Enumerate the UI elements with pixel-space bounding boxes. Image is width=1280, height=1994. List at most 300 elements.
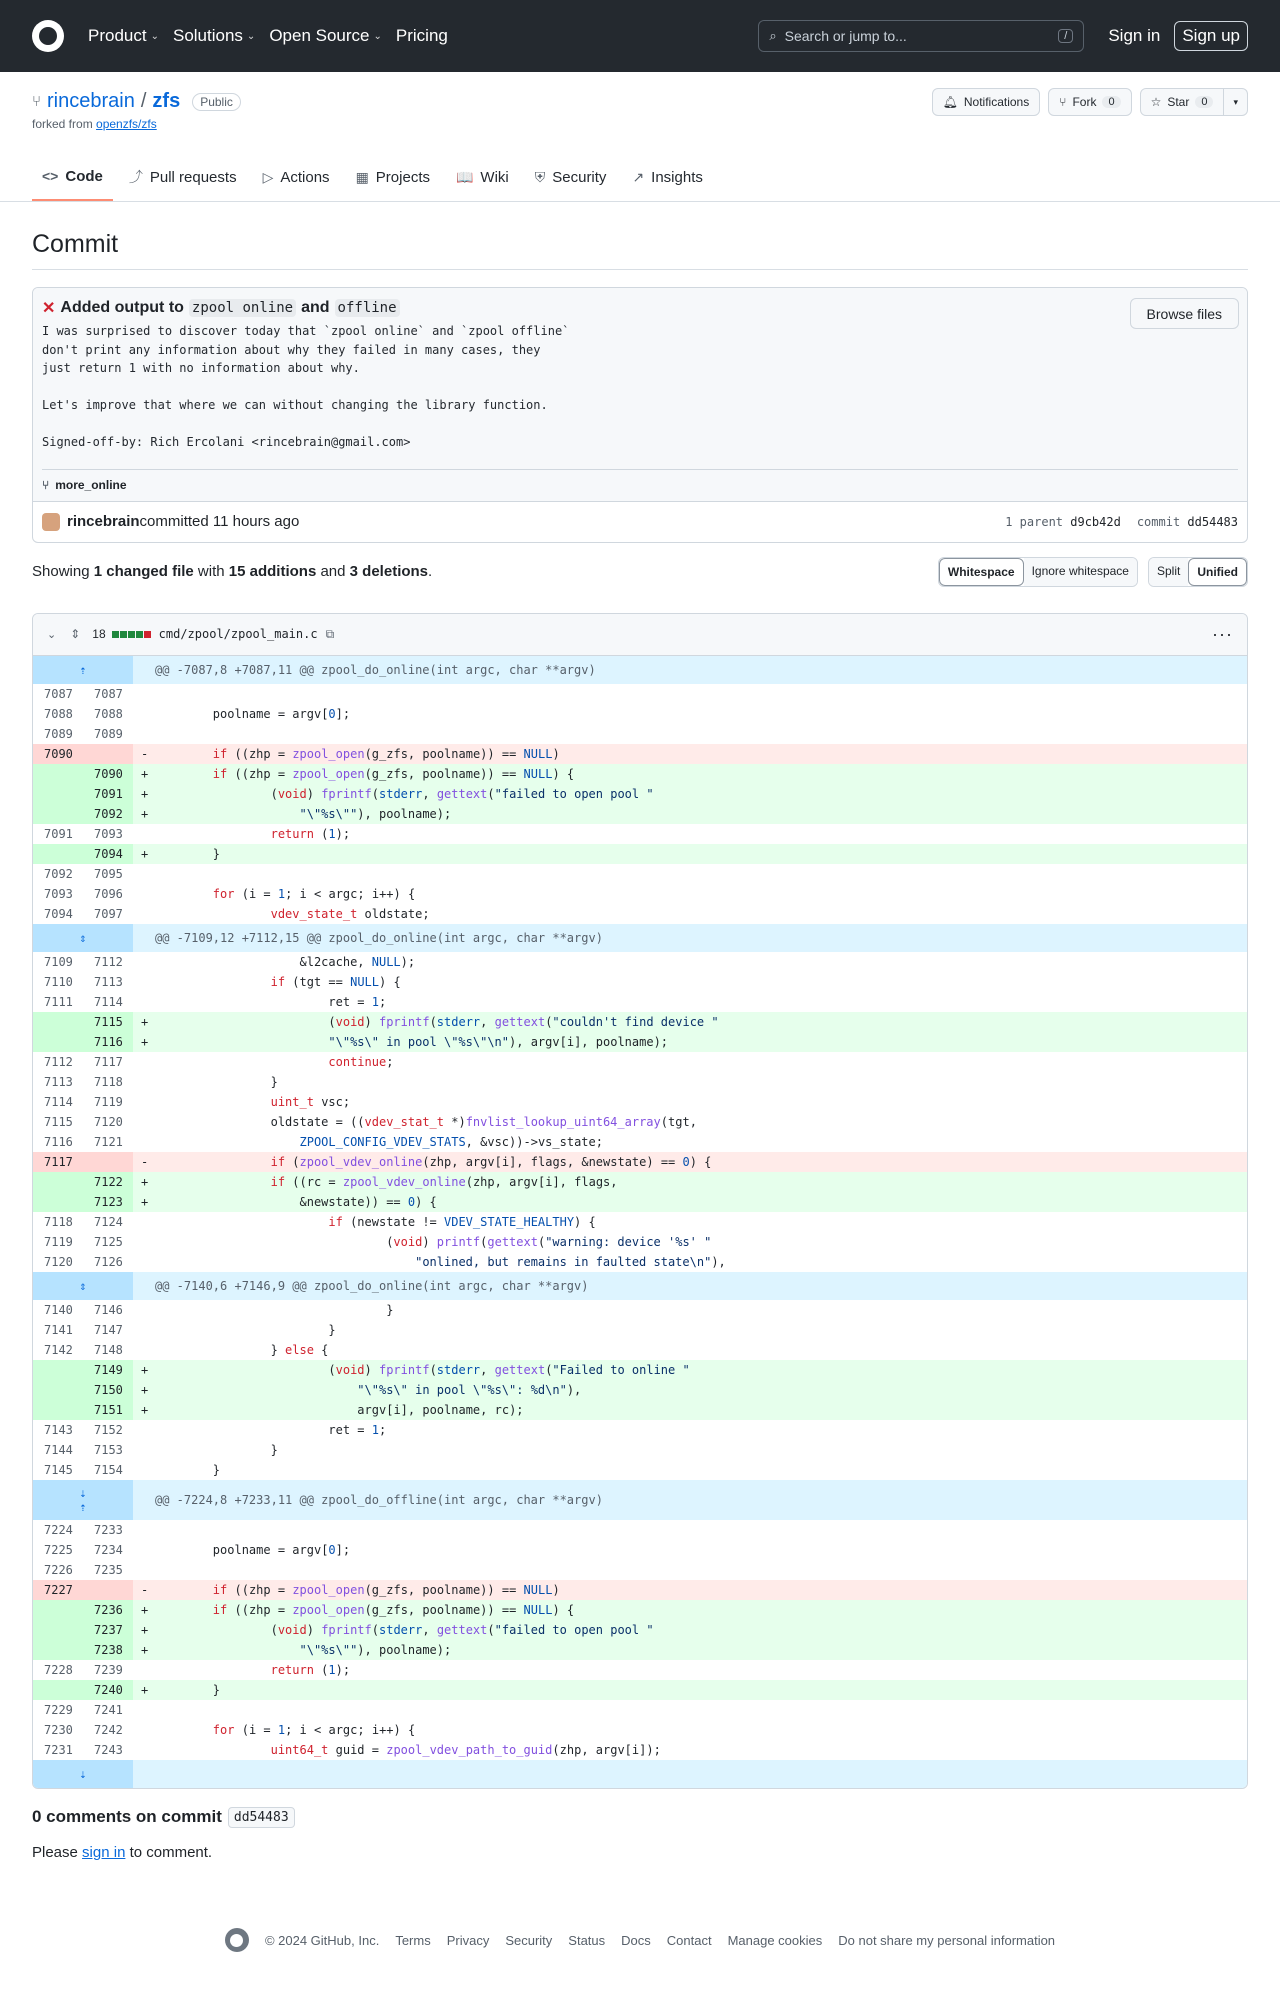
diff-marker: + — [133, 1172, 155, 1192]
parent-sha-link[interactable]: d9cb42d — [1070, 514, 1121, 529]
tab-actions[interactable] — [253, 167, 340, 201]
new-line-number[interactable]: 7124 — [94, 1214, 123, 1229]
hunk-header — [33, 924, 1247, 952]
diff-code: ZPOOL_CONFIG_VDEV_STATS, &vsc))->vs_state; — [299, 1134, 603, 1149]
new-line-number[interactable]: 7116 — [83, 1032, 133, 1052]
diff-line-added — [33, 1640, 1247, 1660]
diff-line-context — [33, 1112, 1247, 1132]
new-line-number[interactable]: 7090 — [83, 764, 133, 784]
footer-link-1[interactable]: Terms — [395, 1932, 431, 1948]
old-line-number[interactable] — [33, 784, 83, 804]
old-line-number[interactable] — [33, 1640, 83, 1660]
new-line-number[interactable] — [83, 1580, 133, 1600]
hunk-text: @@ -7224,8 +7233,11 @@ zpool_do_offline(int argc, char **argv) — [133, 1480, 1247, 1520]
whitespace-button[interactable]: Whitespace — [939, 558, 1024, 586]
diff-code — [155, 1560, 1247, 1580]
search-input[interactable] — [758, 20, 1084, 52]
diff-end-filler — [133, 1760, 1247, 1788]
new-line-number[interactable]: 7243 — [94, 1742, 123, 1757]
hunk-header — [33, 1480, 1247, 1520]
diff-code: (void) fprintf(stderr, gettext("couldn't find device " — [155, 1012, 1247, 1032]
nav-item-label: Solutions — [172, 26, 243, 45]
new-line-number[interactable]: 7114 — [94, 994, 123, 1009]
diff-code: ret = 1; — [328, 1422, 387, 1437]
diff-code — [155, 1520, 1247, 1540]
expand-down-icon[interactable]: ⇣ — [33, 1760, 133, 1788]
diff-marker — [133, 1420, 155, 1440]
old-line-number[interactable]: 7092 — [44, 866, 73, 881]
new-line-number[interactable]: 7123 — [83, 1192, 133, 1212]
diff-code: for (i = 1; i < argc; i++) { — [212, 1722, 416, 1737]
footer-link-3[interactable]: Security — [505, 1932, 553, 1948]
hunk-header — [33, 656, 1247, 684]
new-line-number[interactable]: 7096 — [94, 886, 123, 901]
old-line-number[interactable]: 7229 — [44, 1702, 73, 1717]
commit-body: I was surprised to discover today that `zpool online` and `zpool offline` don't print any information about why they failed in many cases, they just return 1 with no information about why. Let's improve that where we can without changing the library function. Signed-off-by: Rich Ercolani <rincebrain@gmail.com> — [42, 324, 570, 449]
visibility-badge: Public — [192, 93, 241, 111]
footer-link-4[interactable]: Status — [568, 1932, 606, 1948]
diff-code: "\"%s\""), poolname); — [155, 804, 1247, 824]
new-line-number[interactable]: 7147 — [94, 1322, 123, 1337]
global-nav — [88, 26, 462, 46]
new-line-number[interactable]: 7115 — [83, 1012, 133, 1032]
committed-time: committed 11 hours ago — [139, 513, 300, 530]
diff-code — [155, 684, 1247, 704]
diff-line-added — [33, 784, 1247, 804]
diff-marker: + — [133, 1012, 155, 1032]
new-line-number[interactable]: 7152 — [94, 1422, 123, 1437]
summary-text — [32, 563, 432, 580]
repo-name-link[interactable]: zfs — [152, 90, 181, 112]
new-line-number[interactable]: 7113 — [94, 974, 123, 989]
diff-code: if ((zhp = zpool_open(g_zfs, poolname)) == NULL) { — [155, 1600, 1247, 1620]
diff-marker — [133, 992, 155, 1012]
diff-summary — [32, 543, 1248, 601]
insights-icon: ↗ — [632, 168, 645, 185]
diff-line-context — [33, 724, 1247, 744]
old-line-number[interactable]: 7093 — [44, 886, 73, 901]
diff-line-context — [33, 1420, 1247, 1440]
diff-line-context — [33, 1560, 1247, 1580]
expand-all-icon[interactable]: ⇕ — [70, 627, 81, 641]
diff-line-added — [33, 1012, 1247, 1032]
new-line-number[interactable]: 7234 — [94, 1542, 123, 1557]
diff-marker — [133, 904, 155, 924]
new-line-number[interactable]: 7125 — [94, 1234, 123, 1249]
new-line-number[interactable]: 7148 — [94, 1342, 123, 1357]
old-line-number[interactable] — [33, 1380, 83, 1400]
diff-code: vdev_state_t oldstate; — [270, 906, 430, 921]
expand-lines-icon[interactable]: ⇡ — [33, 656, 133, 684]
notifications-button[interactable] — [932, 88, 1041, 116]
diff-code: argv[i], poolname, rc); — [155, 1400, 1247, 1420]
new-line-number[interactable]: 7149 — [83, 1360, 133, 1380]
nav-item-label: Product — [88, 26, 147, 45]
diff-marker — [133, 684, 155, 704]
file-path[interactable]: cmd/zpool/zpool_main.c — [158, 627, 318, 641]
github-footer-logo-icon[interactable] — [225, 1928, 249, 1952]
unified-button[interactable]: Unified — [1188, 558, 1247, 586]
diff-line-context — [33, 904, 1247, 924]
diff-code: uint_t vsc; — [270, 1094, 351, 1109]
footer-link-7[interactable]: Manage cookies — [727, 1932, 823, 1948]
old-line-number[interactable]: 7119 — [44, 1234, 73, 1249]
copy-icon[interactable]: ⧉ — [325, 626, 335, 641]
diff-code: } — [155, 1302, 394, 1317]
diff-line-deleted — [33, 744, 1247, 764]
diff-marker — [133, 864, 155, 884]
new-line-number[interactable]: 7146 — [94, 1302, 123, 1317]
old-line-number[interactable]: 7094 — [44, 906, 73, 921]
diff-code: &l2cache, NULL); — [155, 954, 416, 969]
new-line-number[interactable]: 7122 — [83, 1172, 133, 1192]
diff-code: } — [155, 1322, 336, 1337]
old-line-number[interactable]: 7231 — [44, 1742, 73, 1757]
fork-button[interactable] — [1048, 88, 1131, 116]
diff-line-deleted — [33, 1152, 1247, 1172]
commit-title-code-1: zpool online — [189, 299, 296, 317]
old-line-number[interactable]: 7230 — [44, 1722, 73, 1737]
diff-code: } else { — [155, 1342, 329, 1357]
star-label: Star — [1167, 95, 1190, 109]
diff-marker — [133, 1660, 155, 1680]
old-line-number[interactable]: 7145 — [44, 1462, 73, 1477]
new-line-number[interactable]: 7154 — [94, 1462, 123, 1477]
diff-line-added — [33, 1360, 1247, 1380]
diff-line-context — [33, 1212, 1247, 1232]
global-header — [0, 0, 1280, 72]
new-line-number[interactable]: 7242 — [94, 1722, 123, 1737]
old-line-number[interactable]: 7226 — [44, 1562, 73, 1577]
nav-item-product[interactable] — [88, 26, 159, 46]
diff-marker: + — [133, 1640, 155, 1660]
deletions-count: 3 deletions — [349, 563, 429, 580]
diff-marker — [133, 824, 155, 844]
sign-in-comment-link[interactable]: sign in — [82, 1843, 126, 1861]
old-line-number[interactable]: 7113 — [44, 1074, 73, 1089]
new-line-number[interactable]: 7151 — [83, 1400, 133, 1420]
tab-wiki[interactable] — [446, 167, 519, 201]
expand-lines-icon[interactable]: ⇣ ⇡ — [33, 1480, 133, 1520]
diff-line-context — [33, 1660, 1247, 1680]
new-line-number[interactable]: 7091 — [83, 784, 133, 804]
parent-label: 1 parent — [1005, 514, 1064, 529]
nav-item-pricing[interactable] — [396, 26, 448, 46]
files-changed-link[interactable]: 1 changed file — [93, 563, 194, 580]
old-line-number[interactable]: 7142 — [44, 1342, 73, 1357]
notifications-label: Notifications — [963, 95, 1030, 109]
diff-marker — [133, 952, 155, 972]
star-dropdown-button[interactable] — [1224, 88, 1248, 116]
new-line-number[interactable]: 7235 — [94, 1562, 123, 1577]
old-line-number[interactable] — [33, 1032, 83, 1052]
diff-line-context — [33, 824, 1247, 844]
diff-line-context — [33, 704, 1247, 724]
old-line-number[interactable]: 7091 — [44, 826, 73, 841]
code-icon: <> — [42, 168, 59, 184]
new-line-number[interactable]: 7121 — [94, 1134, 123, 1149]
hunk-header — [33, 1272, 1247, 1300]
diff-line-added — [33, 764, 1247, 784]
commit-sha: dd54483 — [1187, 514, 1238, 529]
diff-code: (void) fprintf(stderr, gettext("Failed to online " — [155, 1360, 1247, 1380]
new-line-number[interactable]: 7153 — [94, 1442, 123, 1457]
old-line-number[interactable] — [33, 1192, 83, 1212]
old-line-number[interactable]: 7089 — [44, 726, 73, 741]
old-line-number[interactable]: 7111 — [44, 994, 73, 1009]
diff-code: poolname = argv[0]; — [212, 706, 351, 721]
pull-requests-icon: ⤴ — [128, 169, 143, 185]
ignore-whitespace-button[interactable]: Ignore whitespace — [1024, 558, 1137, 586]
nav-item-label: Open Source — [269, 26, 370, 45]
repo-forked-icon: ⑂ — [32, 93, 42, 110]
commit-meta — [33, 501, 1247, 542]
tab-label: Insights — [651, 168, 703, 186]
old-line-number[interactable] — [33, 844, 83, 864]
chevron-down-icon: ⌄ — [373, 30, 382, 42]
diff-line-context — [33, 952, 1247, 972]
diff-marker — [133, 1540, 155, 1560]
repo-owner-link[interactable]: rincebrain — [47, 90, 135, 112]
new-line-number[interactable]: 7094 — [83, 844, 133, 864]
chevron-down-icon[interactable]: ⌄ — [47, 628, 57, 641]
diff-line-added — [33, 844, 1247, 864]
footer-link-8[interactable]: Do not share my personal information — [838, 1932, 1056, 1948]
old-line-number[interactable] — [33, 764, 83, 784]
diff-code: oldstate = ((vdev_stat_t *)fnvlist_lookup_uint64_array(tgt, — [270, 1114, 697, 1129]
branch-link[interactable]: more_online — [55, 477, 127, 492]
new-line-number[interactable]: 7233 — [94, 1522, 123, 1537]
status-failed-icon[interactable]: ✕ — [42, 300, 56, 317]
browse-files-button[interactable]: Browse files — [1130, 298, 1239, 329]
avatar[interactable] — [42, 513, 60, 531]
old-line-number[interactable] — [33, 1360, 83, 1380]
diffstat-add-block — [128, 631, 135, 638]
old-line-number[interactable] — [33, 1172, 83, 1192]
new-line-number[interactable]: 7092 — [83, 804, 133, 824]
nav-item-solutions[interactable] — [173, 26, 255, 46]
page-title: Commit — [32, 202, 1248, 270]
tab-projects[interactable] — [346, 167, 440, 201]
diff-code: if ((zhp = zpool_open(g_zfs, poolname)) == NULL) — [155, 1580, 1247, 1600]
new-line-number[interactable]: 7126 — [94, 1254, 123, 1269]
old-line-number[interactable]: 7087 — [44, 686, 73, 701]
tab-insights[interactable] — [622, 167, 712, 201]
new-line-number[interactable]: 7120 — [94, 1114, 123, 1129]
diff-code: if ((zhp = zpool_open(g_zfs, poolname)) == NULL) { — [155, 764, 1247, 784]
footer-link-6[interactable]: Contact — [666, 1932, 712, 1948]
diff-marker: + — [133, 804, 155, 824]
diff-line-context — [33, 1300, 1247, 1320]
new-line-number[interactable]: 7241 — [94, 1702, 123, 1717]
old-line-number[interactable] — [33, 1620, 83, 1640]
new-line-number[interactable]: 7236 — [83, 1600, 133, 1620]
diff-code: if ((rc = zpool_vdev_online(zhp, argv[i], flags, — [155, 1172, 1247, 1192]
author-link[interactable]: rincebrain — [67, 513, 140, 530]
diff-marker — [133, 884, 155, 904]
diff-marker: + — [133, 1620, 155, 1640]
new-line-number[interactable] — [83, 1152, 133, 1172]
diff-marker: + — [133, 764, 155, 784]
diff-marker: + — [133, 844, 155, 864]
diff-code: } — [155, 1462, 221, 1477]
star-count: 0 — [1195, 96, 1213, 108]
diff-view-toggle — [1148, 557, 1248, 587]
old-line-number[interactable] — [33, 1012, 83, 1032]
diff-marker: + — [133, 1032, 155, 1052]
old-line-number[interactable]: 7116 — [44, 1134, 73, 1149]
fork-count: 0 — [1102, 96, 1120, 108]
diff-line-added — [33, 1380, 1247, 1400]
tab-pull-requests[interactable] — [119, 167, 247, 201]
old-line-number[interactable]: 7227 — [33, 1580, 83, 1600]
old-line-number[interactable]: 7110 — [44, 974, 73, 989]
diff-marker — [133, 1132, 155, 1152]
new-line-number[interactable]: 7097 — [94, 906, 123, 921]
new-line-number[interactable]: 7112 — [94, 954, 123, 969]
old-line-number[interactable]: 7120 — [44, 1254, 73, 1269]
tab-label: Security — [552, 168, 607, 186]
diff-code: (void) fprintf(stderr, gettext("failed to open pool " — [155, 784, 1247, 804]
tab-label: Projects — [375, 168, 430, 186]
expand-lines-icon[interactable]: ⇕ — [33, 1272, 133, 1300]
footer-link-5[interactable]: Docs — [621, 1932, 651, 1948]
diff-code: } — [155, 1442, 278, 1457]
new-line-number[interactable]: 7093 — [94, 826, 123, 841]
hunk-text: @@ -7140,6 +7146,9 @@ zpool_do_online(int argc, char **argv) — [133, 1272, 1247, 1300]
chevron-down-icon: ⌄ — [246, 30, 256, 42]
new-line-number[interactable]: 7088 — [94, 706, 123, 721]
chevron-down-icon: ⌄ — [150, 30, 159, 42]
diff-line-context — [33, 1340, 1247, 1360]
new-line-number[interactable]: 7087 — [94, 686, 123, 701]
tab-label: Actions — [280, 168, 330, 186]
diff-marker — [133, 1112, 155, 1132]
diff-table — [33, 656, 1247, 1788]
split-button[interactable]: Split — [1149, 558, 1188, 586]
summary-with: with — [193, 563, 229, 580]
diff-code: "\"%s\""), poolname); — [155, 1640, 1247, 1660]
diff-line-context — [33, 1252, 1247, 1272]
diff-code: "\"%s\" in pool \"%s\"\n"), argv[i], poolname); — [155, 1032, 1247, 1052]
diffstat-del-block — [144, 631, 151, 638]
diff-marker: + — [133, 1192, 155, 1212]
commit-shas — [1005, 515, 1238, 529]
diff-code: } — [155, 1074, 278, 1089]
triangle-down-icon: ▾ — [1233, 96, 1238, 107]
nav-item-label: Pricing — [395, 26, 448, 45]
diff-marker — [133, 704, 155, 724]
search-shortcut-key: / — [1058, 29, 1073, 43]
diff-code — [155, 724, 1247, 744]
new-line-number[interactable]: 7089 — [94, 726, 123, 741]
old-line-number[interactable]: 7140 — [44, 1302, 73, 1317]
new-line-number[interactable]: 7239 — [94, 1662, 123, 1677]
old-line-number[interactable]: 7112 — [44, 1054, 73, 1069]
old-line-number[interactable] — [33, 1680, 83, 1700]
new-line-number[interactable]: 7119 — [94, 1094, 123, 1109]
diff-code: &newstate)) == 0) { — [155, 1192, 1247, 1212]
old-line-number[interactable]: 7109 — [44, 954, 73, 969]
diff-marker: + — [133, 1400, 155, 1420]
kebab-menu-icon[interactable]: ··· — [1212, 623, 1233, 644]
expand-lines-icon[interactable]: ⇕ — [33, 924, 133, 952]
footer-link-2[interactable]: Privacy — [446, 1932, 490, 1948]
diff-marker — [133, 1072, 155, 1092]
diff-code — [155, 864, 1247, 884]
commit-title-code-2: offline — [335, 299, 400, 317]
old-line-number[interactable]: 7144 — [44, 1442, 73, 1457]
sign-in-link[interactable]: Sign in — [1108, 26, 1161, 45]
old-line-number[interactable]: 7088 — [44, 706, 73, 721]
diff-line-added — [33, 804, 1247, 824]
hunk-text: @@ -7109,12 +7112,15 @@ zpool_do_online(int argc, char **argv) — [133, 924, 1247, 952]
diff-code: if ((zhp = zpool_open(g_zfs, poolname)) == NULL) — [155, 744, 1247, 764]
diff-marker — [133, 1320, 155, 1340]
diff-line-deleted — [33, 1580, 1247, 1600]
old-line-number[interactable] — [33, 1600, 83, 1620]
diff-code: (void) printf(gettext("warning: device '%s' " — [155, 1234, 712, 1249]
diff-line-context — [33, 1092, 1247, 1112]
new-line-number[interactable]: 7237 — [83, 1620, 133, 1640]
old-line-number[interactable]: 7143 — [44, 1422, 73, 1437]
diff-marker — [133, 972, 155, 992]
github-logo-icon[interactable] — [32, 20, 64, 52]
old-line-number[interactable]: 7141 — [44, 1322, 73, 1337]
diff-marker: + — [133, 1600, 155, 1620]
sign-up-button[interactable]: Sign up — [1174, 21, 1248, 51]
tab-security[interactable] — [525, 167, 617, 201]
diff-code: for (i = 1; i < argc; i++) { — [212, 886, 416, 901]
old-line-number[interactable] — [33, 804, 83, 824]
diff-marker: - — [133, 1580, 155, 1600]
diff-marker — [133, 1340, 155, 1360]
nav-item-open-source[interactable] — [269, 26, 382, 46]
diff-marker: + — [133, 1680, 155, 1700]
diffstat-add-block — [120, 631, 127, 638]
new-line-number[interactable]: 7118 — [94, 1074, 123, 1089]
new-line-number[interactable]: 7238 — [83, 1640, 133, 1660]
diff-code: poolname = argv[0]; — [212, 1542, 351, 1557]
tab-code[interactable] — [32, 167, 113, 201]
new-line-number[interactable]: 7150 — [83, 1380, 133, 1400]
old-line-number[interactable]: 7225 — [44, 1542, 73, 1557]
repo-tabs — [32, 167, 713, 201]
old-line-number[interactable]: 7224 — [44, 1522, 73, 1537]
old-line-number[interactable]: 7118 — [44, 1214, 73, 1229]
old-line-number[interactable] — [33, 1400, 83, 1420]
wiki-icon: 📖 — [455, 168, 474, 185]
diff-line-added — [33, 1032, 1247, 1052]
forked-from-label: forked from — [32, 117, 97, 131]
new-line-number[interactable]: 7117 — [94, 1054, 123, 1069]
new-line-number[interactable] — [83, 744, 133, 764]
diff-code — [155, 1700, 1247, 1720]
forked-from-link[interactable]: openzfs/zfs — [96, 117, 157, 131]
new-line-number[interactable]: 7095 — [94, 866, 123, 881]
comments-commit-sha: dd54483 — [228, 1807, 295, 1828]
old-line-number[interactable]: 7115 — [44, 1114, 73, 1129]
old-line-number[interactable]: 7090 — [33, 744, 83, 764]
old-line-number[interactable]: 7228 — [44, 1662, 73, 1677]
additions-count: 15 additions — [228, 563, 317, 580]
old-line-number[interactable]: 7114 — [44, 1094, 73, 1109]
new-line-number[interactable]: 7240 — [83, 1680, 133, 1700]
star-button[interactable] — [1140, 88, 1225, 116]
diff-line-context — [33, 684, 1247, 704]
commit-title-text-2: and — [301, 299, 330, 316]
old-line-number[interactable]: 7117 — [33, 1152, 83, 1172]
